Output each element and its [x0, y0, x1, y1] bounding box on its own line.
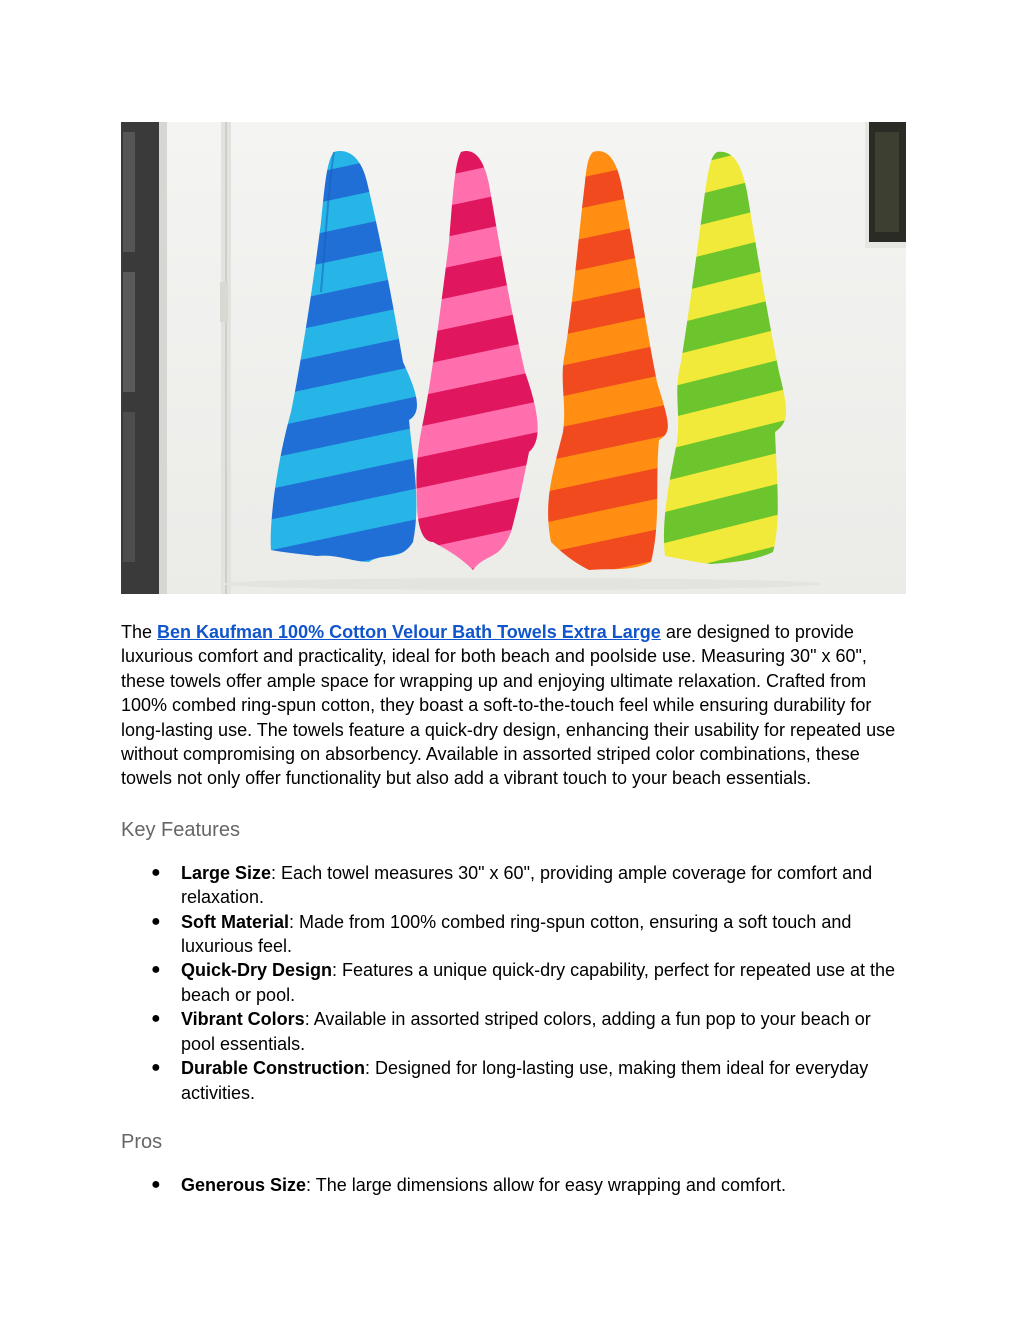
- bullet-icon: ●: [151, 1010, 161, 1028]
- list-item: [121, 910, 906, 959]
- intro-text-before: The: [121, 622, 158, 642]
- intro-text-after: are designed to provide luxurious comfort and practicality, ideal for both beach and poolside use. Measuring 30" x 60", these towels offer ample space for wrapping up and enjoying ultimate relaxation. Crafted from 100% combed ring-spun cotton, they boast a soft-to-the-touch feel while ensuring durability for long-lasting use. The towels feature a quick-dry design, enhancing their usability for repeated use without compromising on absorbency. Available in assorted striped color combinations, these towels not only offer functionality but also add a vibrant touch to your beach essentials.: [121, 622, 896, 789]
- feature-term: Vibrant Colors: [181, 1009, 305, 1030]
- bullet-icon: ●: [151, 961, 161, 979]
- key-features-list: [121, 861, 906, 1105]
- list-item: [121, 1173, 906, 1197]
- pro-text: : The large dimensions allow for easy wrapping and comfort.: [306, 1174, 786, 1195]
- intro-paragraph: [121, 620, 906, 791]
- list-item: [121, 1056, 906, 1105]
- feature-term: Quick-Dry Design: [181, 960, 333, 981]
- list-item: [121, 1007, 906, 1056]
- pro-term: Generous Size: [181, 1174, 307, 1195]
- feature-term: Large Size: [181, 862, 272, 883]
- bullet-icon: ●: [151, 863, 161, 881]
- feature-text: : Features a unique quick-dry capability, perfect for repeated use at the beach or pool.: [181, 960, 896, 1005]
- list-item: [121, 958, 906, 1007]
- feature-text: : Each towel measures 30" x 60", providing ample coverage for comfort and relaxation.: [181, 862, 873, 908]
- bullet-icon: ●: [151, 1059, 161, 1077]
- pros-list: [121, 1173, 906, 1197]
- feature-text: : Available in assorted striped colors, adding a fun pop to your beach or pool essentials.: [181, 1009, 871, 1054]
- bullet-icon: ●: [151, 912, 161, 930]
- feature-text: : Designed for long-lasting use, making them ideal for everyday activities.: [181, 1058, 869, 1103]
- pros-heading: Pros: [121, 1130, 163, 1153]
- feature-term: Durable Construction: [181, 1058, 366, 1079]
- feature-term: Soft Material: [181, 911, 290, 932]
- towels-photo: [121, 122, 906, 594]
- list-item: [121, 861, 906, 910]
- document-page: [121, 122, 906, 1197]
- bullet-icon: ●: [151, 1175, 161, 1193]
- feature-text: : Made from 100% combed ring-spun cotton, ensuring a soft touch and luxurious feel.: [181, 911, 852, 957]
- key-features-heading: Key Features: [121, 818, 240, 841]
- product-link[interactable]: Ben Kaufman 100% Cotton Velour Bath Towels Extra Large: [157, 622, 661, 642]
